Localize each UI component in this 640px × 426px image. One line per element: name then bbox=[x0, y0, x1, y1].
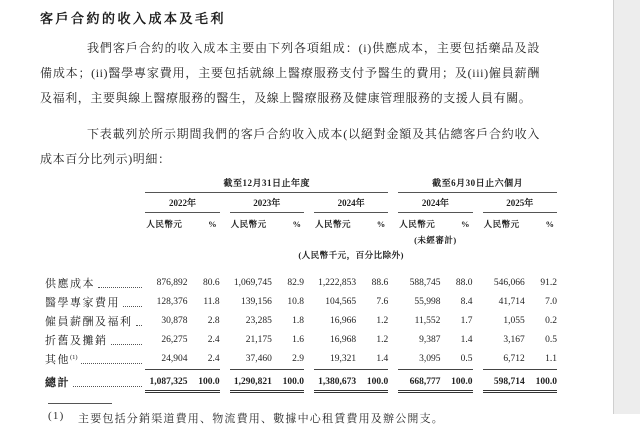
cell-value: 88.0 bbox=[455, 278, 473, 288]
cell-value: 37,460 bbox=[230, 350, 272, 370]
row-label: 其他$^{(1)}$ bbox=[45, 354, 78, 366]
cell-value: 3,167 bbox=[503, 335, 525, 345]
year-header-row bbox=[45, 193, 557, 213]
cell-value: 7.0 bbox=[545, 297, 557, 307]
footnote-text: 主要包括分銷渠道費用、物流費用、數據中心租賃費用及辦公開支。 bbox=[78, 413, 444, 425]
page-margin-strip bbox=[613, 0, 640, 414]
currency-unit-header: 人民幣元 bbox=[399, 219, 436, 229]
leader-dots bbox=[81, 363, 143, 364]
cell-value: 55,998 bbox=[414, 297, 441, 307]
cell-value: 1,087,325 bbox=[145, 369, 187, 392]
leader-dots bbox=[73, 386, 142, 387]
cost-of-revenue-table bbox=[45, 179, 557, 393]
cell-value: 82.9 bbox=[287, 278, 304, 288]
cell-value: 1,222,853 bbox=[318, 278, 357, 288]
cell-value: 24,904 bbox=[145, 350, 187, 370]
cell-value: 598,714 bbox=[483, 369, 525, 392]
cell-value: 1.8 bbox=[292, 316, 304, 326]
cell-value: 41,714 bbox=[498, 297, 525, 307]
leader-dots bbox=[136, 325, 143, 326]
cell-value: 2.8 bbox=[207, 316, 220, 326]
percent-unit-header: % bbox=[545, 219, 554, 229]
cell-value: 19,321 bbox=[314, 350, 356, 370]
row-label: 醫學專家費用 bbox=[45, 296, 120, 309]
percent-unit-header: % bbox=[376, 219, 386, 229]
percent-unit-header: % bbox=[461, 219, 470, 229]
cell-value: 1,055 bbox=[503, 316, 525, 326]
cell-value: 588,745 bbox=[409, 278, 441, 288]
intro-paragraph: 我們客戶合約的收入成本主要由下列各項組成：(i)供應成本，主要包括藥品及設備成本；(ii)醫學專家費用，主要包括就線上醫療服務支付予醫生的費用；及(iii)僱員薪酬及福利，主要與線上醫療服務的醫生，及線上醫療服務及健康管理服務的支援人員有關。 bbox=[40, 41, 540, 105]
row-label: 總計 bbox=[45, 376, 70, 389]
cell-value: 668,777 bbox=[398, 369, 440, 392]
cell-value: 16,968 bbox=[330, 335, 357, 345]
table-row bbox=[45, 274, 557, 293]
units-note-row bbox=[45, 244, 557, 260]
row-label: 折舊及攤銷 bbox=[45, 334, 108, 347]
footnote bbox=[48, 403, 613, 426]
cell-value: 11.8 bbox=[203, 297, 220, 307]
cell-value: 1.6 bbox=[292, 335, 304, 345]
currency-unit-header: 人民幣元 bbox=[483, 219, 520, 229]
cell-value: 8.4 bbox=[460, 297, 473, 307]
cell-value: 11,552 bbox=[414, 316, 441, 326]
units-note: (人民幣千元，百分比除外) bbox=[298, 250, 405, 260]
table-row bbox=[45, 331, 557, 350]
cell-value: 1.1 bbox=[525, 350, 557, 370]
footnote-rule bbox=[48, 403, 112, 404]
total-row bbox=[45, 369, 557, 392]
table-row bbox=[45, 312, 557, 331]
cell-value: 7.6 bbox=[376, 297, 389, 307]
table-intro-paragraph: 下表載列於所示期間我們的客戶合約收入成本(以絕對金額及其佔總客戶合約收入成本百分比列示)明細： bbox=[40, 127, 540, 166]
footnote-ref: (1) bbox=[70, 354, 78, 361]
cell-value: 100.0 bbox=[525, 369, 557, 392]
cell-value: 0.5 bbox=[440, 350, 472, 370]
cell-value: 100.0 bbox=[272, 369, 304, 392]
year-header: 2024年 bbox=[314, 193, 388, 213]
cell-value: 1.7 bbox=[460, 316, 473, 326]
leader-dots bbox=[111, 344, 143, 345]
year-header: 2023年 bbox=[230, 193, 304, 213]
leader-dots bbox=[123, 306, 142, 307]
cell-value: 9,387 bbox=[419, 335, 441, 345]
cell-value: 21,175 bbox=[245, 335, 272, 345]
period-group-header: 截至12月31日止年度 bbox=[145, 179, 388, 193]
cell-value: 1.4 bbox=[356, 350, 388, 370]
currency-unit-header: 人民幣元 bbox=[146, 219, 183, 229]
cell-value: 139,156 bbox=[240, 297, 272, 307]
cell-value: 128,376 bbox=[156, 297, 188, 307]
footnote-marker: (1) bbox=[48, 410, 65, 422]
cell-value: 1.2 bbox=[376, 335, 389, 345]
percent-unit-header: % bbox=[292, 219, 301, 229]
year-header: 2022年 bbox=[145, 193, 219, 213]
cell-value: 100.0 bbox=[440, 369, 472, 392]
row-label: 供應成本 bbox=[45, 277, 95, 290]
cell-value: 1,290,821 bbox=[230, 369, 272, 392]
cell-value: 91.2 bbox=[540, 278, 557, 288]
unit-header-row bbox=[45, 213, 557, 231]
percent-unit-header: % bbox=[208, 219, 217, 229]
year-header: 2024年 bbox=[398, 193, 472, 213]
leader-dots bbox=[98, 287, 142, 288]
cell-value: 2.4 bbox=[188, 350, 220, 370]
cell-value: 0.5 bbox=[545, 335, 557, 345]
cell-value: 876,892 bbox=[156, 278, 188, 288]
row-label: 僱員薪酬及福利 bbox=[45, 315, 133, 328]
year-header: 2025年 bbox=[483, 193, 557, 213]
cell-value: 3,095 bbox=[398, 350, 440, 370]
currency-unit-header: 人民幣元 bbox=[314, 219, 351, 229]
cell-value: 546,066 bbox=[493, 278, 525, 288]
unaudited-note: (未經審計) bbox=[414, 234, 457, 245]
cell-value: 26,275 bbox=[161, 335, 188, 345]
period-header-row bbox=[45, 179, 557, 193]
table-row bbox=[45, 350, 557, 370]
cell-value: 100.0 bbox=[356, 369, 388, 392]
cell-value: 16,966 bbox=[330, 316, 357, 326]
cell-value: 80.6 bbox=[203, 278, 220, 288]
cell-value: 1.2 bbox=[376, 316, 389, 326]
unaudited-row bbox=[45, 231, 557, 245]
page-title: 客戶合約的收入成本及毛利 bbox=[40, 11, 227, 26]
cell-value: 88.6 bbox=[371, 278, 389, 288]
cell-value: 1,069,745 bbox=[233, 278, 272, 288]
cell-value: 0.2 bbox=[545, 316, 557, 326]
cell-value: 30,878 bbox=[161, 316, 188, 326]
cell-value: 6,712 bbox=[483, 350, 525, 370]
cell-value: 104,565 bbox=[325, 297, 357, 307]
cell-value: 23,285 bbox=[245, 316, 272, 326]
period-group-header: 截至6月30日止六個月 bbox=[398, 179, 557, 193]
currency-unit-header: 人民幣元 bbox=[230, 219, 267, 229]
cell-value: 2.4 bbox=[207, 335, 220, 345]
cell-value: 1.4 bbox=[460, 335, 473, 345]
cell-value: 1,380,673 bbox=[314, 369, 356, 392]
cell-value: 10.8 bbox=[287, 297, 304, 307]
cell-value: 100.0 bbox=[188, 369, 220, 392]
cell-value: 2.9 bbox=[272, 350, 304, 370]
table-row bbox=[45, 293, 557, 312]
